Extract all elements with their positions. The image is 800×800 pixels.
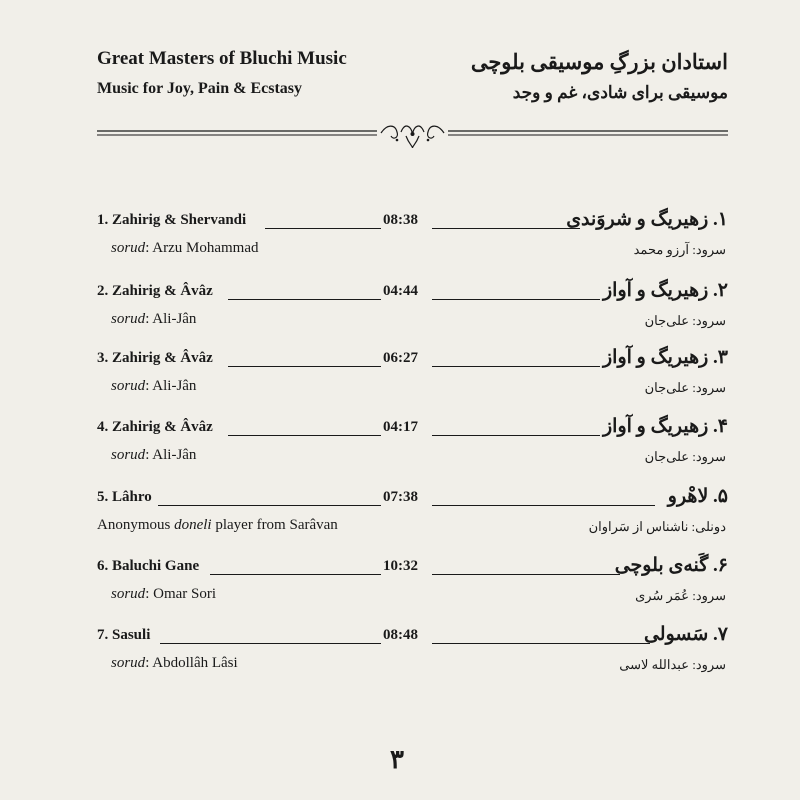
track-row [0,486,800,549]
track-duration: 04:17 [383,419,418,435]
leader-line [228,435,381,436]
track-duration: 06:27 [383,350,418,366]
leader-line [432,643,650,644]
track-title-english: 6. Baluchi Gane [97,558,200,574]
performer-credit [111,311,196,328]
performer-credit [97,517,338,534]
track-row [0,416,800,479]
performer-name: : Ali-Jân [145,311,197,327]
leader-line [432,505,655,506]
performer-prefix: Anonymous [97,517,175,533]
track-title-english: 4. Zahirig & Âvâz [97,419,213,435]
track-row [0,209,800,272]
role-label: sorud [111,586,146,602]
track-duration: 08:38 [383,212,418,228]
leader-line [160,643,381,644]
performer-name: : Omar Sori [145,586,217,602]
performer-credit-persian: سرود: آرزو محمد [633,242,726,257]
track-row [0,347,800,410]
track-duration: 10:32 [383,558,418,574]
track-title-english: 2. Zahirig & Âvâz [97,283,213,299]
track-row [0,624,800,687]
track-title-persian: ۲. زهیریگ و آواز [602,280,728,301]
performer-name: : Abdollâh Lâsi [145,655,238,671]
role-label: sorud [111,378,146,394]
leader-line [210,574,381,575]
track-title-english: 5. Lâhro [97,489,152,505]
performer-credit-persian: سرود: علی‌جان [644,449,726,464]
track-title-persian: ۶. گَنه‌ی بلوچی [614,555,728,576]
leader-line [228,366,381,367]
performer-name: : Ali-Jân [145,378,197,394]
track-title-persian: ۷. سَسولی [643,624,728,645]
performer-name: : Ali-Jân [145,447,197,463]
leader-line [432,299,600,300]
role-label: sorud [111,655,146,671]
performer-credit [111,655,238,672]
track-row [0,555,800,618]
leader-line [265,228,381,229]
track-title-english: 7. Sasuli [97,627,151,643]
role-label: doneli [174,517,212,533]
performer-credit-persian: دونلی: ناشناس از سَراوان [588,519,726,534]
album-subtitle-persian: موسیقی برای شادی، غم و وجد [512,83,728,102]
track-title-persian: ۴. زهیریگ و آواز [602,416,728,437]
role-label: sorud [111,311,146,327]
performer-name: player from Sarâvan [211,517,338,533]
track-duration: 08:48 [383,627,418,643]
performer-credit [111,378,196,395]
track-duration: 07:38 [383,489,418,505]
performer-credit-persian: سرود: علی‌جان [644,380,726,395]
performer-credit [111,240,259,257]
leader-line [432,574,620,575]
performer-credit-persian: سرود: عبدالله لاسی [619,657,726,672]
track-title-english: 1. Zahirig & Shervandi [97,212,247,228]
album-subtitle-english: Music for Joy, Pain & Ecstasy [97,80,303,97]
performer-credit-persian: سرود: علی‌جان [644,313,726,328]
track-title-persian: ۵. لاهْرو [667,486,728,507]
album-title-persian: استادان بزرگِ موسیقی بلوچی [470,50,728,74]
leader-line [432,366,600,367]
role-label: sorud [111,240,146,256]
track-title-persian: ۳. زهیریگ و آواز [602,347,728,368]
track-title-persian: ۱. زهیریگ و شروَندی [566,209,728,230]
performer-name: : Arzu Mohammad [145,240,259,256]
leader-line [158,505,381,506]
performer-credit-persian: سرود: عُمَر سُری [635,588,726,603]
performer-credit [111,586,216,603]
leader-line [432,435,600,436]
album-title-english: Great Masters of Bluchi Music [97,48,347,69]
performer-credit [111,447,196,464]
track-title-english: 3. Zahirig & Âvâz [97,350,213,366]
track-row [0,280,800,343]
page-number: ۳ [390,745,404,774]
leader-line [228,299,381,300]
role-label: sorud [111,447,146,463]
track-duration: 04:44 [383,283,418,299]
ornamental-divider [97,120,728,150]
leader-line [432,228,580,229]
